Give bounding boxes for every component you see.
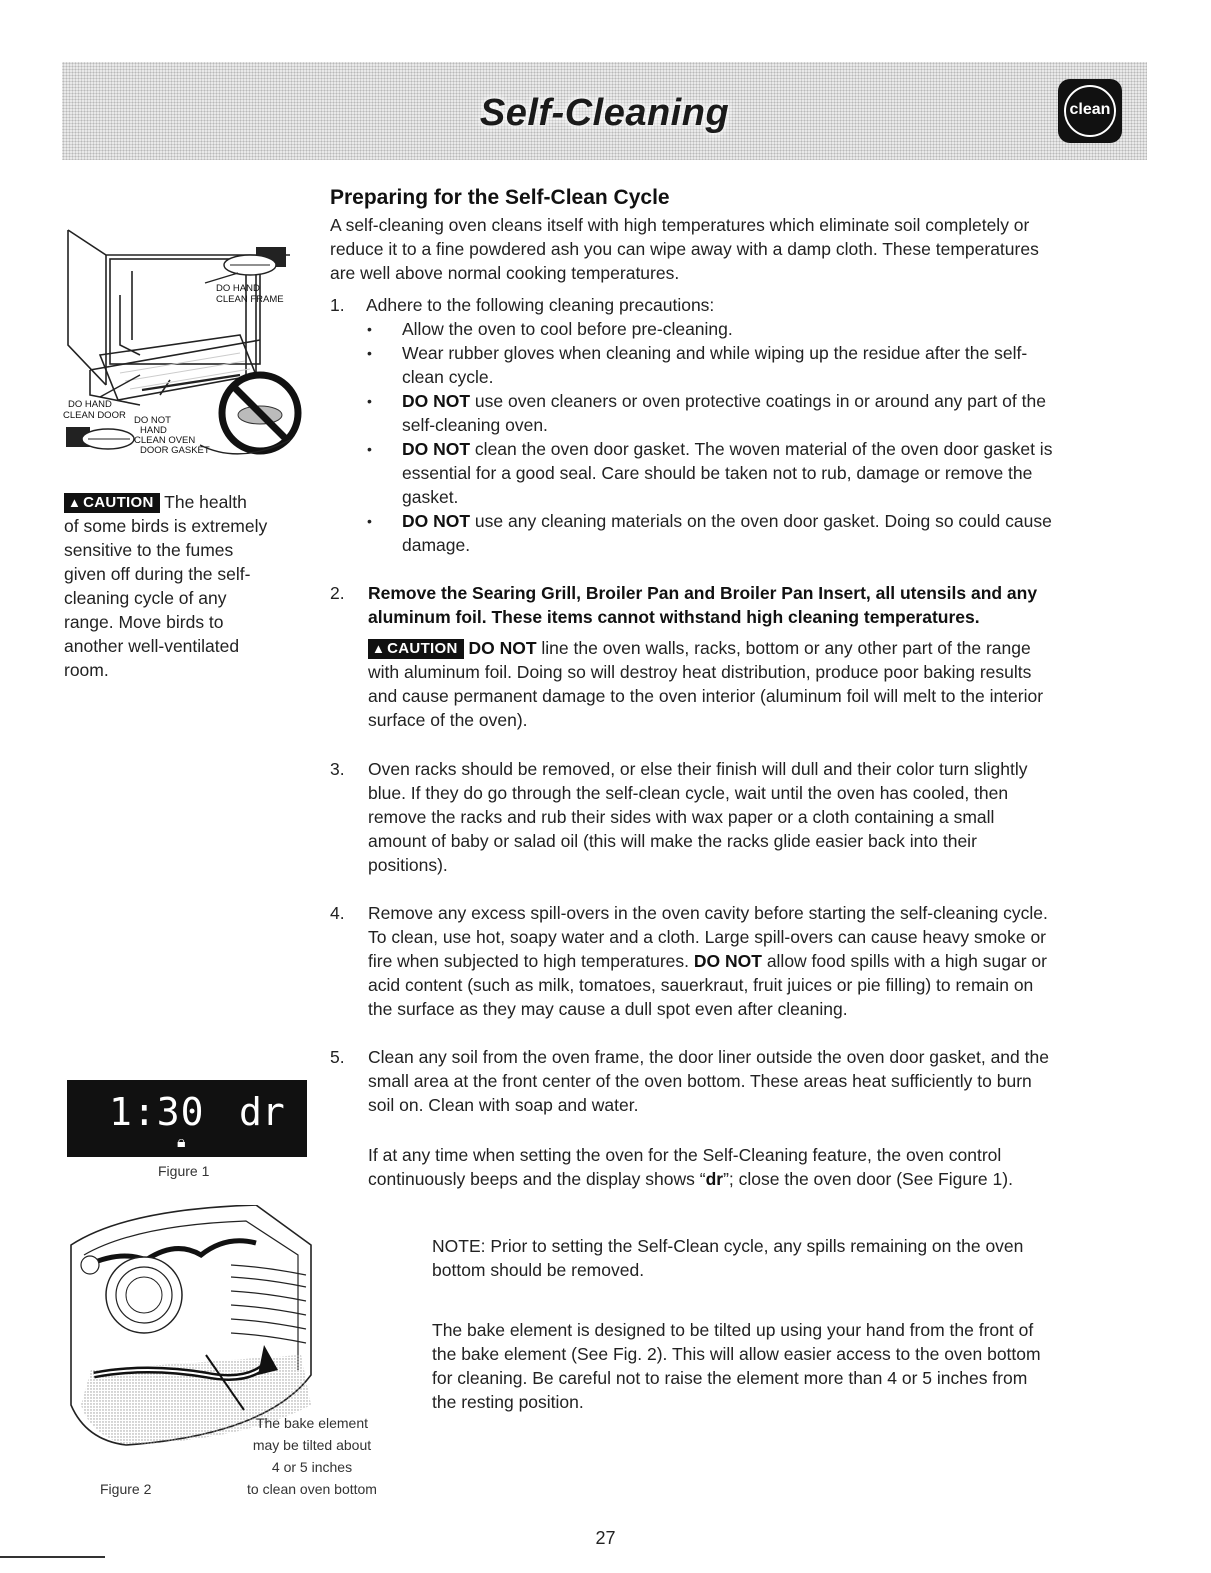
step-5-text: Clean any soil from the oven frame, the door liner outside the oven door gasket, and the small area at the front center of the oven bottom. These areas heat sufficiently to burn soil on. Clean with soap and water. xyxy=(368,1047,1049,1115)
display-door-code: dr xyxy=(239,1090,285,1134)
clean-icon-label: clean xyxy=(1069,101,1111,118)
caution-line: of some birds is extremely xyxy=(64,516,268,536)
section-heading: Preparing for the Self-Clean Cycle xyxy=(330,186,670,209)
oven-cleaning-illustration xyxy=(60,225,310,470)
caution-line: sensitive to the fumes xyxy=(64,540,234,560)
header-banner xyxy=(62,62,1147,160)
clean-icon xyxy=(1058,79,1122,143)
step-4-text: Remove any excess spill-overs in the oven cavity before starting the self-cleaning cycle. To clean, use hot, soapy water and a cloth. Large spill-overs can cause heavy smoke or fire when subjected to high temperatures. DO NOT allow food spills with a high sugar or acid content (such as milk, tomatoes, sauerkraut, fruit juices or pie filling) to remain on the surface as they may cause a dull spot even after cleaning. xyxy=(368,903,1048,1019)
bullet-dot: • xyxy=(367,513,372,529)
caution-badge: ▲ CAUTION xyxy=(64,493,160,513)
bullet-dot: • xyxy=(367,441,372,457)
step-2-caution: ▲ CAUTION DO NOT line the oven walls, racks, bottom or any other part of the range with aluminum foil. Doing so will destroy heat distribution, produce poor baking results and cause permanent damage to the oven interior (aluminum foil will melt to the interior surface of the oven). xyxy=(368,638,1044,730)
page-number: 27 xyxy=(595,1528,616,1548)
step-number: 3. xyxy=(330,759,345,779)
bullet-dot: • xyxy=(367,345,372,361)
bird-caution-note xyxy=(64,490,308,682)
prohibited-icon xyxy=(222,375,298,451)
footer-rule xyxy=(0,1556,105,1558)
bullet-item: Wear rubber gloves when cleaning and while wiping up the residue after the self- clean cycle. xyxy=(402,343,1028,387)
bullet-dot: • xyxy=(367,393,372,409)
label-do-hand-door-2: CLEAN DOOR xyxy=(63,410,126,421)
caution-first-line: The health xyxy=(159,492,247,512)
intro-paragraph: A self-cleaning oven cleans itself with high temperatures which eliminate soil completely or reduce it to a fine powdered ash you can wipe away with a damp cloth. These temperatures are well above normal cooking temperatures. xyxy=(330,215,1039,283)
step-number: 1. xyxy=(330,295,345,315)
bullet-item: Allow the oven to cool before pre-cleaning. xyxy=(402,319,733,339)
spill-note: NOTE: Prior to setting the Self-Clean cycle, any spills remaining on the oven bottom should be removed. xyxy=(432,1236,1024,1280)
bullet-item: DO NOT clean the oven door gasket. The woven material of the oven door gasket is essential for a good seal. Care should be taken not to rub, damage or remove the gasket. xyxy=(402,439,1053,507)
step-number: 5. xyxy=(330,1047,345,1067)
bullet-dot: • xyxy=(367,321,372,337)
lock-icon: 🔒︎ xyxy=(177,1132,186,1151)
step-2-bold-text: Remove the Searing Grill, Broiler Pan and Broiler Pan Insert, all utensils and any aluminum foil. These items cannot withstand high cleaning temperatures. xyxy=(368,583,1038,627)
figure-2-caption: Figure 2 xyxy=(100,1481,152,1497)
caution-line: given off during the self- xyxy=(64,564,251,584)
label-do-not-3: CLEAN OVEN xyxy=(134,435,196,446)
label-do-hand-frame-2: CLEAN FRAME xyxy=(216,294,284,305)
bullet-item: DO NOT use any cleaning materials on the oven door gasket. Doing so could cause damage. xyxy=(402,511,1052,555)
caution-line: another well-ventilated xyxy=(64,636,240,656)
step-number: 4. xyxy=(330,903,345,923)
caution-badge: ▲ CAUTION xyxy=(368,639,464,659)
label-do-hand-door-1: DO HAND xyxy=(68,399,112,410)
oven-display-figure xyxy=(67,1080,307,1157)
door-code-note: If at any time when setting the oven for the Self-Cleaning feature, the oven control continuously beeps and the display shows “dr”; close the oven door (See Figure 1). xyxy=(368,1145,1013,1189)
display-time: 1:30 xyxy=(109,1090,205,1134)
caution-line: cleaning cycle of any xyxy=(64,588,227,608)
step-number: 2. xyxy=(330,583,345,603)
figure-1-caption: Figure 1 xyxy=(158,1163,210,1179)
step-1-text: Adhere to the following cleaning precautions: xyxy=(366,295,715,315)
label-do-not-4: DOOR GASKET xyxy=(140,445,210,456)
step-3-text: Oven racks should be removed, or else their finish will dull and their color turn slightly blue. If they do go through the self-clean cycle, wait until the oven has cooled, then remove the racks and rub their sides with wax paper or a cloth containing a small amount of baby or salad oil (this will make the racks glide easier back into their positions). xyxy=(368,759,1028,875)
bullet-item: DO NOT use oven cleaners or oven protective coatings in or around any part of the self-cleaning oven. xyxy=(402,391,1046,435)
label-do-not-1: DO NOT xyxy=(134,415,171,426)
caution-line: room. xyxy=(64,660,109,680)
bake-element-callout: The bake element may be tilted about 4 or 5 inches to clean oven bottom xyxy=(247,1415,377,1497)
bake-element-paragraph: The bake element is designed to be tilted up using your hand from the front of the bake element (See Fig. 2). This will allow easier access to the oven bottom for cleaning. Be careful not to raise the element more than 4 or 5 inches from the resting position. xyxy=(432,1320,1041,1412)
caution-line: range. Move birds to xyxy=(64,612,224,632)
label-do-not-2: HAND xyxy=(140,425,167,436)
label-do-hand-frame-1: DO HAND xyxy=(216,283,260,294)
page-title: Self-Cleaning xyxy=(479,92,730,134)
